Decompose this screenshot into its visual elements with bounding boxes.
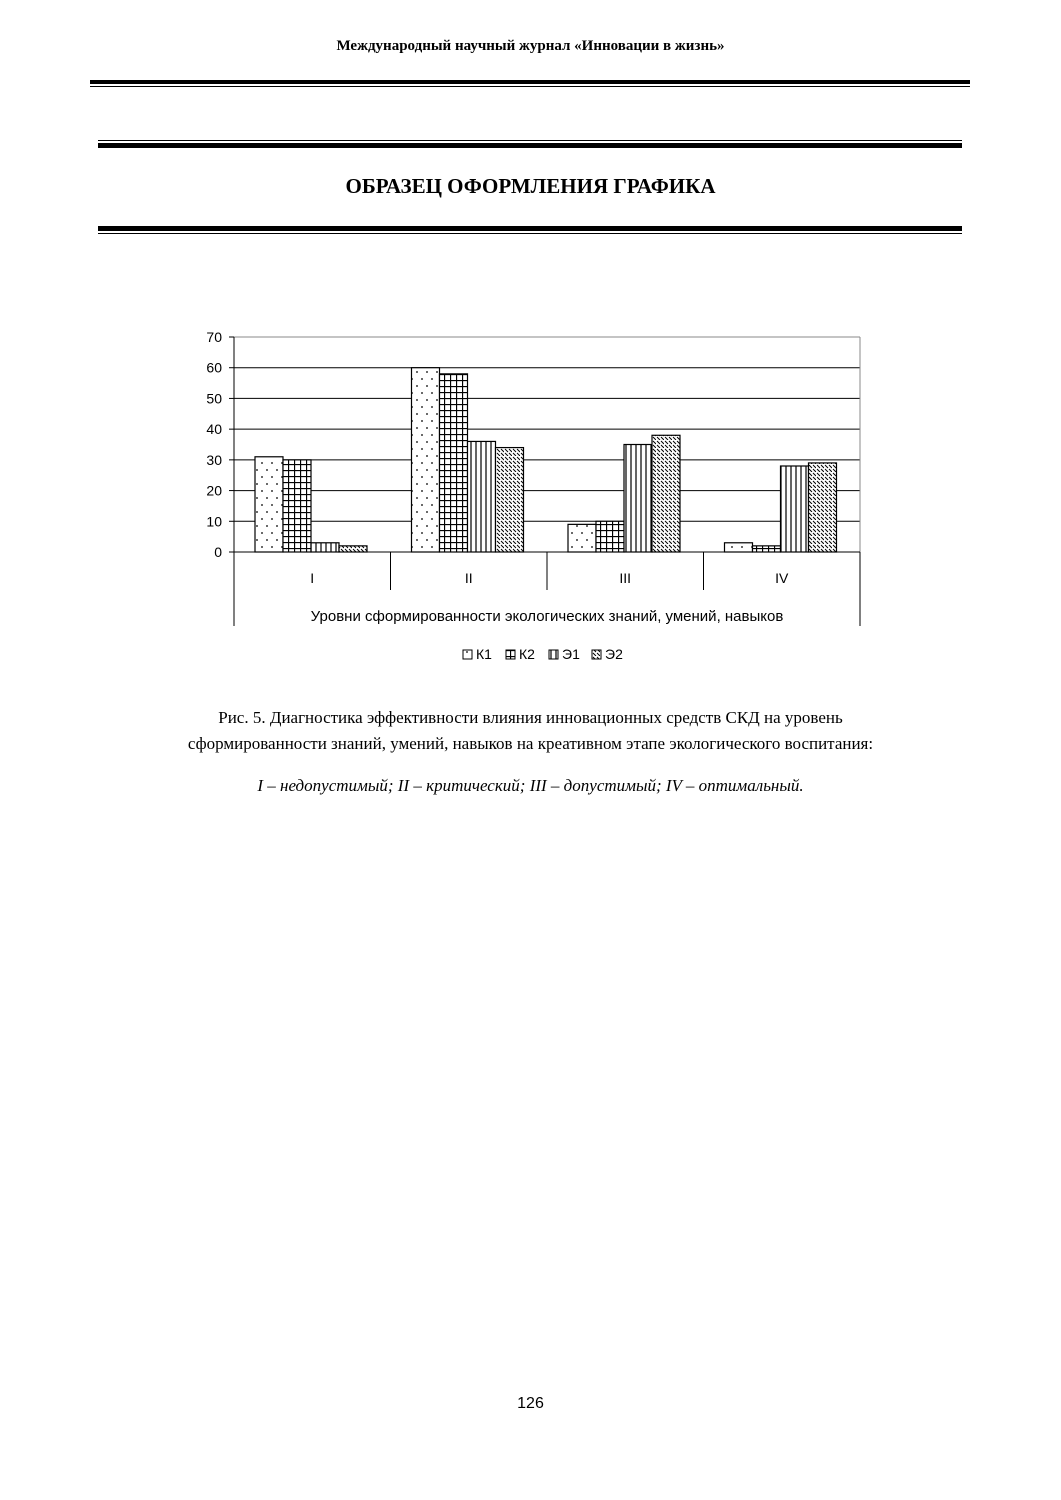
bar-К2-II (440, 374, 468, 552)
title-rule-bottom-thin (98, 233, 962, 234)
grid-lines (234, 337, 860, 521)
legend-item-К2 (506, 646, 535, 662)
figure-caption-legend: I – недопустимый; II – критический; III – допустимый; IV – оптимальный. (257, 776, 804, 795)
page-number: 126 (517, 1395, 544, 1412)
legend-swatch (592, 650, 601, 659)
x-tick-label: IV (775, 570, 789, 586)
journal-header: Международный научный журнал «Инновации в жизнь» (336, 38, 725, 54)
legend-swatch (463, 650, 472, 659)
figure-caption-line2: сформированности знаний, умений, навыков на креативном этапе экологического воспитания: (187, 734, 874, 753)
legend-label: Э1 (562, 646, 580, 662)
legend-label: Э2 (605, 646, 623, 662)
header-rule-thin (90, 86, 970, 87)
bar-Э2-I (339, 546, 367, 552)
page-title: ОБРАЗЕЦ ОФОРМЛЕНИЯ ГРАФИКА (345, 174, 716, 198)
legend-item-Э2 (592, 646, 623, 662)
bar-К2-III (596, 521, 624, 552)
bar-К1-II (412, 368, 440, 552)
x-tick-label: I (310, 570, 315, 586)
bar-Э2-II (496, 448, 524, 552)
bar-Э2-III (652, 435, 680, 552)
title-rule-top-thin (98, 140, 962, 141)
y-tick-label: 60 (206, 359, 222, 376)
bar-К1-IV (725, 543, 753, 552)
title-rule-bottom-thick (98, 226, 962, 231)
bar-Э1-IV (781, 466, 809, 552)
figure-caption-line1: Рис. 5. Диагностика эффективности влияния инновационных средств СКД на уровень (218, 708, 843, 727)
legend-label: К2 (519, 646, 535, 662)
x-tick-label: III (619, 570, 632, 586)
bar-К2-I (283, 460, 311, 552)
bar-К2-IV (753, 546, 781, 552)
y-tick-label: 30 (206, 451, 222, 468)
x-axis-label: Уровни сформированности экологических знаний, умений, навыков (310, 608, 784, 625)
x-tick-label: II (464, 570, 473, 586)
bar-К1-I (255, 457, 283, 552)
legend (463, 646, 623, 662)
y-tick-label: 70 (206, 329, 222, 345)
legend-swatch (506, 650, 515, 659)
legend-label: К1 (476, 646, 492, 662)
header-rule-thick (90, 80, 970, 84)
bar-Э1-III (624, 445, 652, 553)
bar-Э1-I (311, 543, 339, 552)
y-tick-label: 10 (206, 513, 222, 530)
legend-item-К1 (463, 646, 492, 662)
bar-Э2-IV (809, 463, 837, 552)
bar-chart (0, 320, 1061, 680)
bar-К1-III (568, 524, 596, 552)
y-tick-label: 40 (206, 421, 222, 438)
bar-Э1-II (468, 441, 496, 552)
y-tick-label: 50 (206, 390, 222, 407)
y-tick-label: 0 (214, 544, 222, 560)
y-tick-label: 20 (206, 482, 222, 499)
title-rule-top-thick (98, 143, 962, 148)
legend-swatch (549, 650, 558, 659)
legend-item-Э1 (549, 646, 580, 662)
axes (229, 337, 860, 626)
